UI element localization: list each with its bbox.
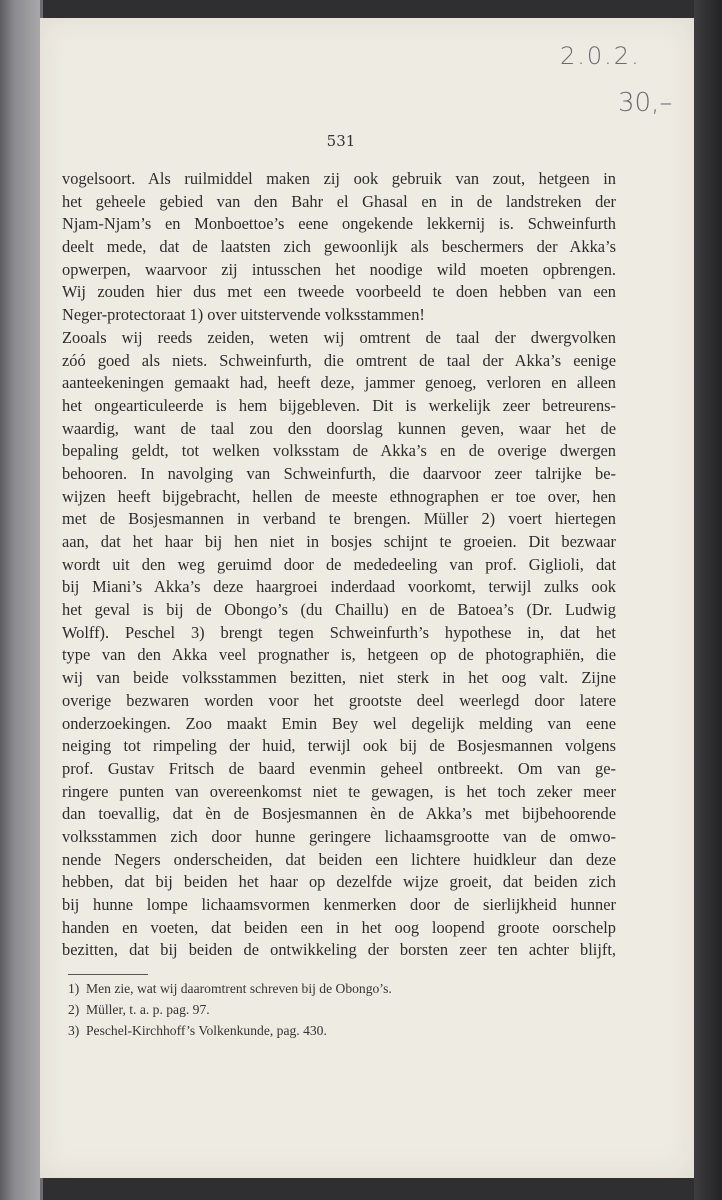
text-line: bij hunne lompe lichaamsvormen kenmerken door de sierlijkheid hunner [62,895,616,914]
footnote-rule [68,974,148,975]
text-line: handen en voeten, dat beiden een in het oog loopend groote oorschelp [62,917,616,937]
text-line: vogelsoort. Als ruilmiddel maken zij ook gebruik van zout, hetgeen in [62,169,616,188]
footnote-marker: 2) [68,1002,80,1017]
text-line: onderzoekingen. Zoo maakt Emin Bey wel degelijk melding van eene [62,713,616,733]
body-text [62,168,616,962]
background-edge [694,0,722,1200]
text-line: Zooals wij reeds zeiden, weten wij omtrent de taal der dwergvolken [62,327,616,347]
text-line: aanteekeningen gemaakt had, heeft deze, jammer genoeg, verloren en alleen [62,373,616,393]
text-line: het geheele gebied van den Bahr el Ghasal en in de landstreken der [62,191,616,211]
text-line: bij Miani’s Akka’s deze haargroei inderdaad voorkomt, terwijl zulks ook [62,577,616,597]
text-line: neiging tot rimpeling der huid, terwijl ook bij de Bosjesmannen volgens [62,736,616,756]
footnotes [68,978,588,1041]
scanned-page [40,18,694,1178]
text-line: wij van beide volksstammen bezitten, niet sterk in het oog valt. Zijne [62,668,616,688]
text-line: nende Negers onderscheiden, dat beiden een lichtere huidkleur dan deze [62,849,616,869]
text-line: prof. Gustav Fritsch de baard evenmin geheel ontbreekt. Om van ge- [62,758,616,778]
book-binding-board [0,0,40,1200]
text-line: deelt mede, dat de laatsten zich gewoonlijk als beschermers der Akka’s [62,237,616,257]
text-line: overige bezwaren worden voor het grootste deel weerlegd door latere [62,690,616,710]
pencil-annotation-shelfmark: 2.0.2. [560,42,641,70]
footnote-text: Müller, t. a. p. pag. 97. [86,1002,210,1017]
text-line: Njam-Njam’s en Monboettoe’s eene ongekende lekkernij is. Schweinfurth [62,214,616,234]
text-line: wordt uit den weg geruimd door de mededeeling van prof. Giglioli, dat [62,554,616,574]
text-line: ringere punten van overeenkomst niet te gewagen, is het toch zeker meer [62,781,616,801]
footnote-text: Peschel-Kirchhoff’s Volkenkunde, pag. 430. [86,1023,327,1038]
text-line: met de Bosjesmannen in verband te brengen. Müller 2) voert hiertegen [62,509,616,529]
footnote [68,999,588,1020]
footnote-marker: 3) [68,1023,80,1038]
text-line: opwerpen, waarvoor zij intusschen het noodige wild moeten opbrengen. [62,259,616,279]
footnote-text: Men zie, wat wij daaromtrent schreven bij de Obongo’s. [86,981,392,996]
footnote-marker: 1) [68,981,80,996]
text-line: hebben, dat bij beiden het haar op dezelfde wijze groeit, dat beiden zich [62,872,616,892]
text-line: type van den Akka veel prognather is, hetgeen op de photographiën, die [62,645,616,665]
text-line: waardig, want de taal zou den doorslag kunnen geven, waar het de [62,418,616,438]
text-line: zóó goed als niets. Schweinfurth, die omtrent de taal der Akka’s eenige [62,350,616,370]
text-line: wijzen heeft bijgebracht, hellen de meeste ethnographen er toe over, hen [62,486,616,506]
pencil-annotation-price: 30,– [618,88,673,118]
text-line: behooren. In navolging van Schweinfurth, die daarvoor zeer talrijke be- [62,463,616,483]
footnote [68,978,588,999]
text-line: bezitten, dat bij beiden de ontwikkeling der borsten zeer ten achter blijft, [62,940,616,960]
text-line: volksstammen zich door hunne geringere lichaamsgrootte van de omwo- [62,826,616,846]
text-line: dan toevallig, dat èn de Bosjesmannen èn de Akka’s met bijbehoorende [62,804,616,824]
text-line: Wolff). Peschel 3) brengt tegen Schweinfurth’s hypothese in, dat het [62,622,616,642]
text-line: het ongearticuleerde is hem bijgebleven. Dit is werkelijk zeer betreurens- [62,395,616,415]
page-number: 531 [326,132,356,150]
footnote [68,1020,588,1041]
text-line: Neger-protectoraat 1) over uitstervende volksstammen! [62,305,425,325]
text-line: bepaling geldt, tot welken volksstam de Akka’s en de overige dwergen [62,441,616,461]
text-line: het geval is bij de Obongo’s (du Chaillu) en de Batoea’s (Dr. Ludwig [62,600,616,620]
text-line: Wij zouden hier dus met een tweede voorbeeld te doen hebben van een [62,282,616,302]
text-line: aan, dat het haar bij hen niet in bosjes schijnt te groeien. Dit bezwaar [62,532,616,551]
